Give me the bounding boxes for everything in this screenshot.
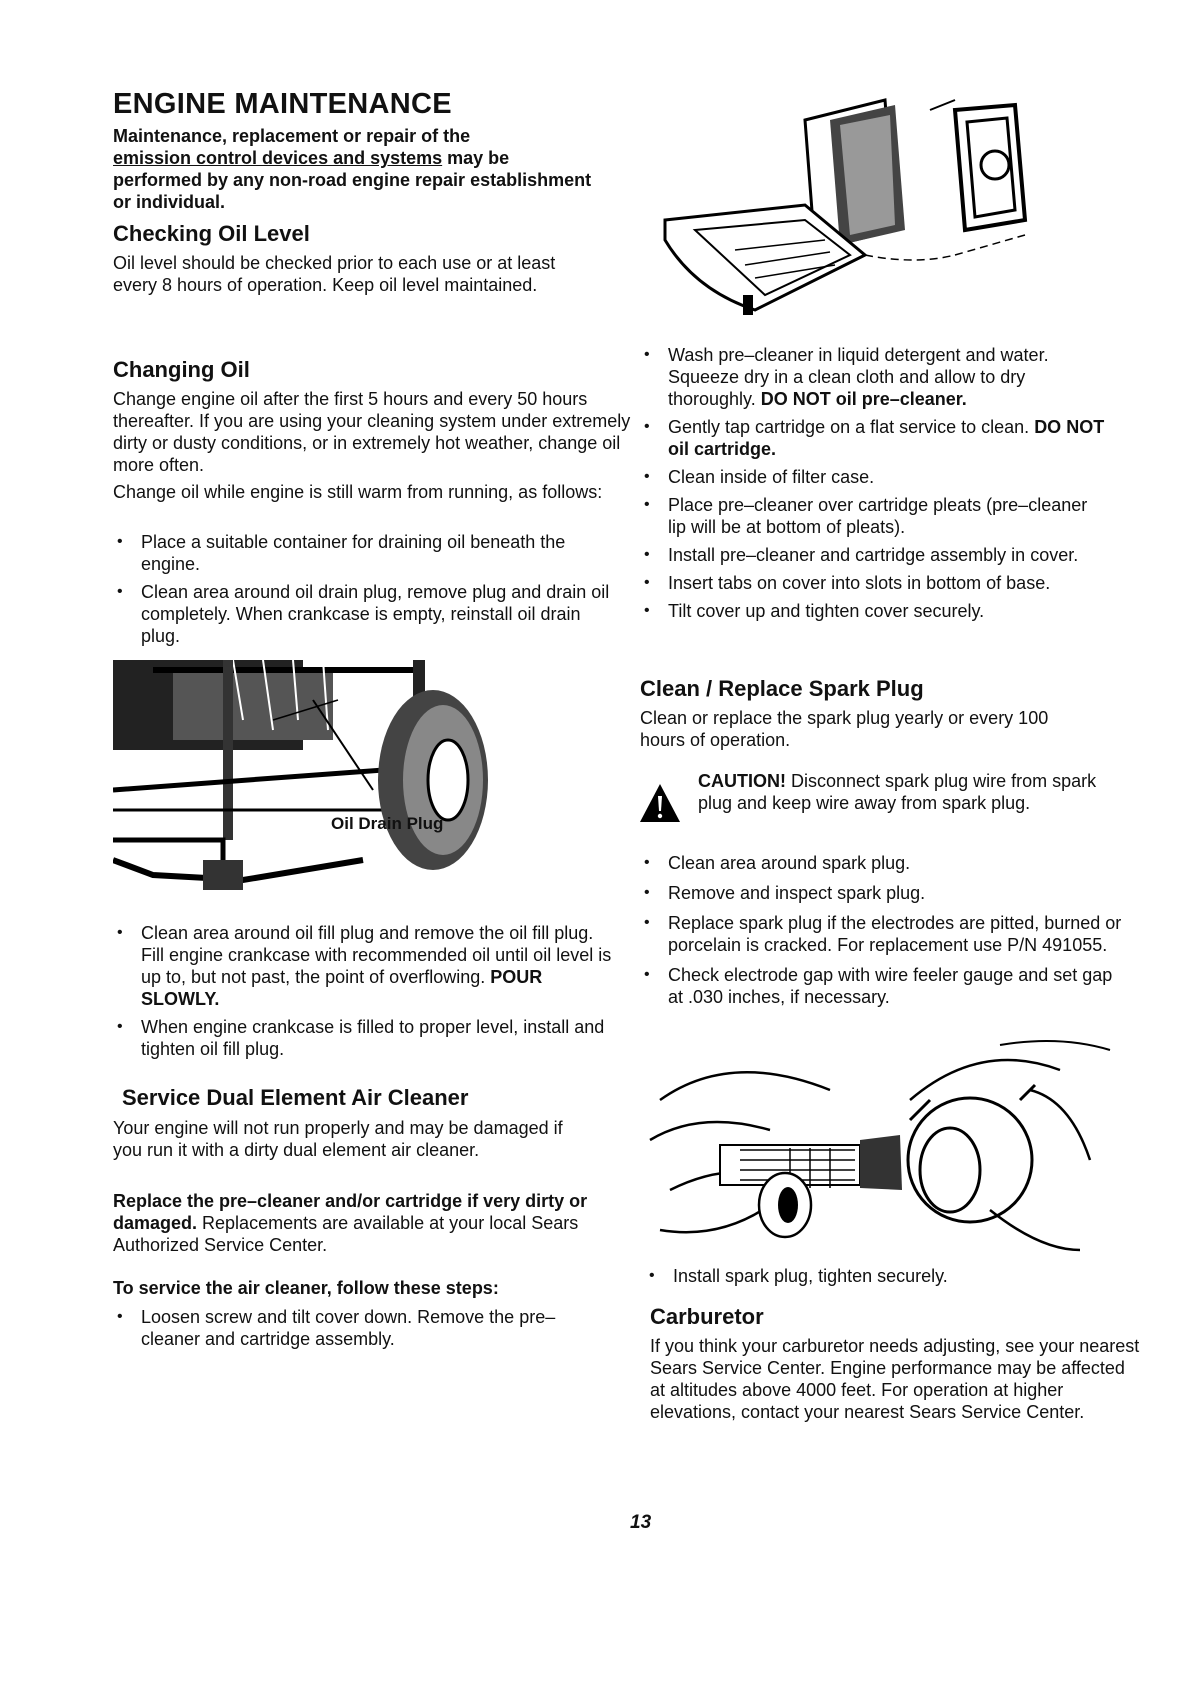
spark-plug-gap-illustration — [640, 1040, 1120, 1260]
list-item: • Tilt cover up and tighten cover securely. — [640, 600, 1110, 622]
oil-drain-figure — [113, 660, 513, 910]
carburetor-heading: Carburetor — [650, 1304, 764, 1329]
list-item — [113, 922, 613, 1010]
list-item: • Insert tabs on cover into slots in bottom of base. — [640, 572, 1110, 594]
list-item — [640, 416, 1110, 460]
list-item: • Install spark plug, tighten securely. — [645, 1265, 1095, 1287]
spark-plug-figure — [640, 1040, 1120, 1260]
tap-text: Gently tap cartridge on a flat service to clean. — [668, 417, 1035, 437]
list-item: • Replace spark plug if the electrodes are pitted, burned or porcelain is cracked. For replacement use P/N 491055. — [640, 912, 1130, 956]
changing-oil-p1: Change engine oil after the first 5 hours and every 50 hours thereafter. If you are using your cleaning system under extremely dirty or dusty conditions, or in extremely hot weather, change oil more often. — [113, 389, 631, 475]
oil-fill-text: Clean area around oil fill plug and remove the oil fill plug. Fill engine crankcase with recommended oil until oil level is up to, but not past, the point of overflowing. — [141, 923, 612, 987]
warning-icon — [638, 782, 682, 826]
wash-bold: DO NOT oil pre–cleaner. — [760, 389, 967, 409]
checking-oil-heading: Checking Oil Level — [113, 221, 310, 246]
list-item: • Clean inside of filter case. — [640, 466, 1110, 488]
air-cleaner-bullets — [640, 344, 1110, 622]
tap-bold: DO NOT oil cartridge. — [668, 417, 1105, 459]
oil-fill-list — [113, 922, 613, 1060]
generator-illustration — [113, 660, 513, 910]
list-item: • Remove and inspect spark plug. — [640, 882, 1130, 904]
list-item: • When engine crankcase is filled to proper level, install and tighten oil fill plug. — [113, 1016, 613, 1060]
air-cleaner-steps-heading: To service the air cleaner, follow these steps: — [113, 1278, 499, 1298]
list-item: • Place pre–cleaner over cartridge pleats (pre–cleaner lip will be at bottom of pleats). — [640, 494, 1110, 538]
air-cleaner-steps — [113, 1306, 613, 1350]
spark-plug-list — [640, 852, 1130, 1008]
changing-oil-p2: Change oil while engine is still warm from running, as follows: — [113, 482, 603, 502]
page-number: 13 — [630, 1512, 652, 1533]
air-cleaner-p2-text: Replacements are available at your local Sears Authorized Service Center. — [113, 1213, 579, 1255]
list-item: • Install pre–cleaner and cartridge assembly in cover. — [640, 544, 1110, 566]
list-item — [640, 344, 1110, 410]
oil-drain-plug-label: Oil Drain Plug — [331, 814, 444, 833]
carburetor-text: If you think your carburetor needs adjusting, see your nearest Sears Service Center. Engine performance may be affected at altitudes above 4000 feet. For operation at higher elevations, contact your nearest Sears Service Center. — [650, 1336, 1140, 1422]
intro-underlined: emission control devices and systems — [113, 148, 443, 168]
list-item: • Check electrode gap with wire feeler gauge and set gap at .030 inches, if necessary. — [640, 964, 1130, 1008]
caution-label: CAUTION! — [698, 771, 786, 791]
air-cleaner-p1: Your engine will not run properly and may be damaged if you run it with a dirty dual element air cleaner. — [113, 1118, 563, 1160]
spark-plug-heading: Clean / Replace Spark Plug — [640, 676, 924, 701]
list-item: • Clean area around spark plug. — [640, 852, 1130, 874]
checking-oil-text: Oil level should be checked prior to each use or at least every 8 hours of operation. Keep oil level maintained. — [113, 253, 556, 295]
caution-message: Disconnect spark plug wire from spark plug and keep wire away from spark plug. — [698, 771, 1097, 813]
air-cleaner-p2 — [113, 1190, 598, 1256]
air-cleaner-illustration — [655, 80, 1075, 340]
intro-part2: may be performed by any non-road engine repair establishment or individual. — [113, 148, 592, 212]
pour-slowly: POUR SLOWLY. — [141, 967, 543, 1009]
air-cleaner-figure — [655, 80, 1075, 340]
list-item: • Place a suitable container for draining oil beneath the engine. — [113, 531, 613, 575]
list-item: • Clean area around oil drain plug, remove plug and drain oil completely. When crankcase is empty, reinstall oil drain plug. — [113, 581, 613, 647]
page-title: ENGINE MAINTENANCE — [113, 88, 452, 120]
changing-oil-list — [113, 531, 613, 647]
install-list — [645, 1265, 1095, 1287]
intro-part1: Maintenance, replacement or repair of the — [113, 126, 471, 146]
wash-text: Wash pre–cleaner in liquid detergent and water. Squeeze dry in a clean cloth and allow to dry thoroughly. — [668, 345, 1049, 409]
air-cleaner-heading: Service Dual Element Air Cleaner — [122, 1085, 469, 1110]
intro-text — [113, 125, 593, 213]
spark-plug-text: Clean or replace the spark plug yearly or every 100 hours of operation. — [640, 708, 1049, 750]
caution-text — [698, 770, 1133, 814]
air-cleaner-p2-bold: Replace the pre–cleaner and/or cartridge if very dirty or damaged. — [113, 1191, 588, 1233]
list-item: • Loosen screw and tilt cover down. Remove the pre–cleaner and cartridge assembly. — [113, 1306, 613, 1350]
changing-oil-heading: Changing Oil — [113, 357, 250, 382]
